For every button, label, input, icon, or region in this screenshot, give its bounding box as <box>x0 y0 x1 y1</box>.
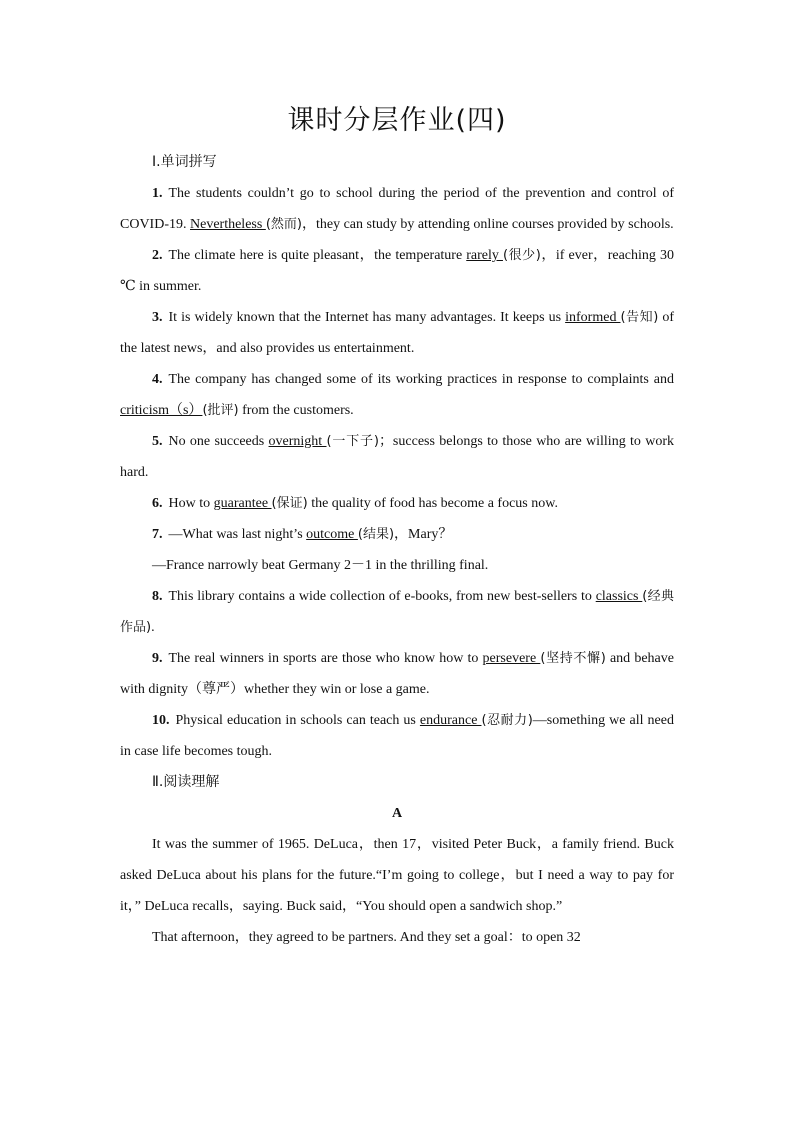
section-heading-spelling: Ⅰ.单词拼写 <box>152 154 217 170</box>
worksheet-content <box>120 147 674 953</box>
chinese-hint: (很少) <box>502 248 541 263</box>
question-item: 3. It is widely known that the Internet has many advantages. It keeps us informed (告知) of the latest news，and also provides us entertainment. <box>120 310 674 356</box>
chinese-hint: (然而) <box>265 217 302 232</box>
question-item: 10. Physical education in schools can teach us endurance (忍耐力)—something we all need in case life becomes tough. <box>120 713 674 759</box>
chinese-hint: (经典作品) <box>120 589 675 635</box>
question-item: 2. The climate here is quite pleasant，the temperature rarely (很少)，if ever，reaching 30 ℃ in summer. <box>120 248 674 294</box>
answer-word: rarely <box>466 248 503 263</box>
answer-word: outcome <box>306 527 358 542</box>
chinese-hint: (结果) <box>357 527 395 542</box>
chinese-hint: (一下子) <box>326 434 379 449</box>
dialogue-reply: —France narrowly beat Germany 2－1 in the thrilling final. <box>152 558 489 573</box>
answer-word: endurance <box>419 713 482 728</box>
answer-word: persevere <box>482 651 541 666</box>
answer-word: overnight <box>268 434 327 449</box>
question-item: 1. The students couldn’t go to school during the period of the prevention and control of COVID-19. Nevertheless (然而)，they can study by attending online courses provided by schools. <box>120 186 674 232</box>
chinese-hint: (忍耐力) <box>481 713 533 728</box>
passage-paragraph: It was the summer of 1965. DeLuca，then 17，visited Peter Buck，a family friend. Buck asked DeLuca about his plans for the future.“I’m going to college，but I need a way to pay for it，” DeLuca recalls，saying. Buck said，“You should open a sandwich shop.” <box>120 837 674 914</box>
question-item: 6. How to guarantee (保证) the quality of food has become a focus now. <box>152 496 558 511</box>
question-item: 7. —What was last night’s outcome (结果)，Mary？ <box>152 527 453 542</box>
answer-word: classics <box>595 589 643 604</box>
chinese-hint: (告知) <box>620 310 659 325</box>
answer-word: informed <box>565 310 621 325</box>
chinese-hint: (坚持不懈) <box>540 651 606 666</box>
page-title: 课时分层作业(四) <box>287 105 507 136</box>
question-item: 4. The company has changed some of its working practices in response to complaints and criticism（s）(批评) from the customers. <box>120 372 674 418</box>
question-item: 8. This library contains a wide collection of e-books, from new best-sellers to classics (经典作品). <box>120 589 675 635</box>
chinese-hint: (保证) <box>271 496 308 511</box>
chinese-hint: (批评) <box>202 403 239 418</box>
passage-label: A <box>391 806 403 821</box>
answer-word: guarantee <box>213 496 272 511</box>
passage-paragraph: That afternoon，they agreed to be partners. And they set a goal：to open 32 <box>152 930 581 945</box>
section-heading-reading: Ⅱ.阅读理解 <box>152 774 220 790</box>
answer-word: criticism（s） <box>120 403 203 418</box>
answer-word: Nevertheless <box>190 217 266 232</box>
question-item: 5. No one succeeds overnight (一下子)；success belongs to those who are willing to work hard. <box>120 434 674 480</box>
question-item: 9. The real winners in sports are those who know how to persevere (坚持不懈) and behave with dignity（尊严）whether they win or lose a game. <box>120 651 674 697</box>
